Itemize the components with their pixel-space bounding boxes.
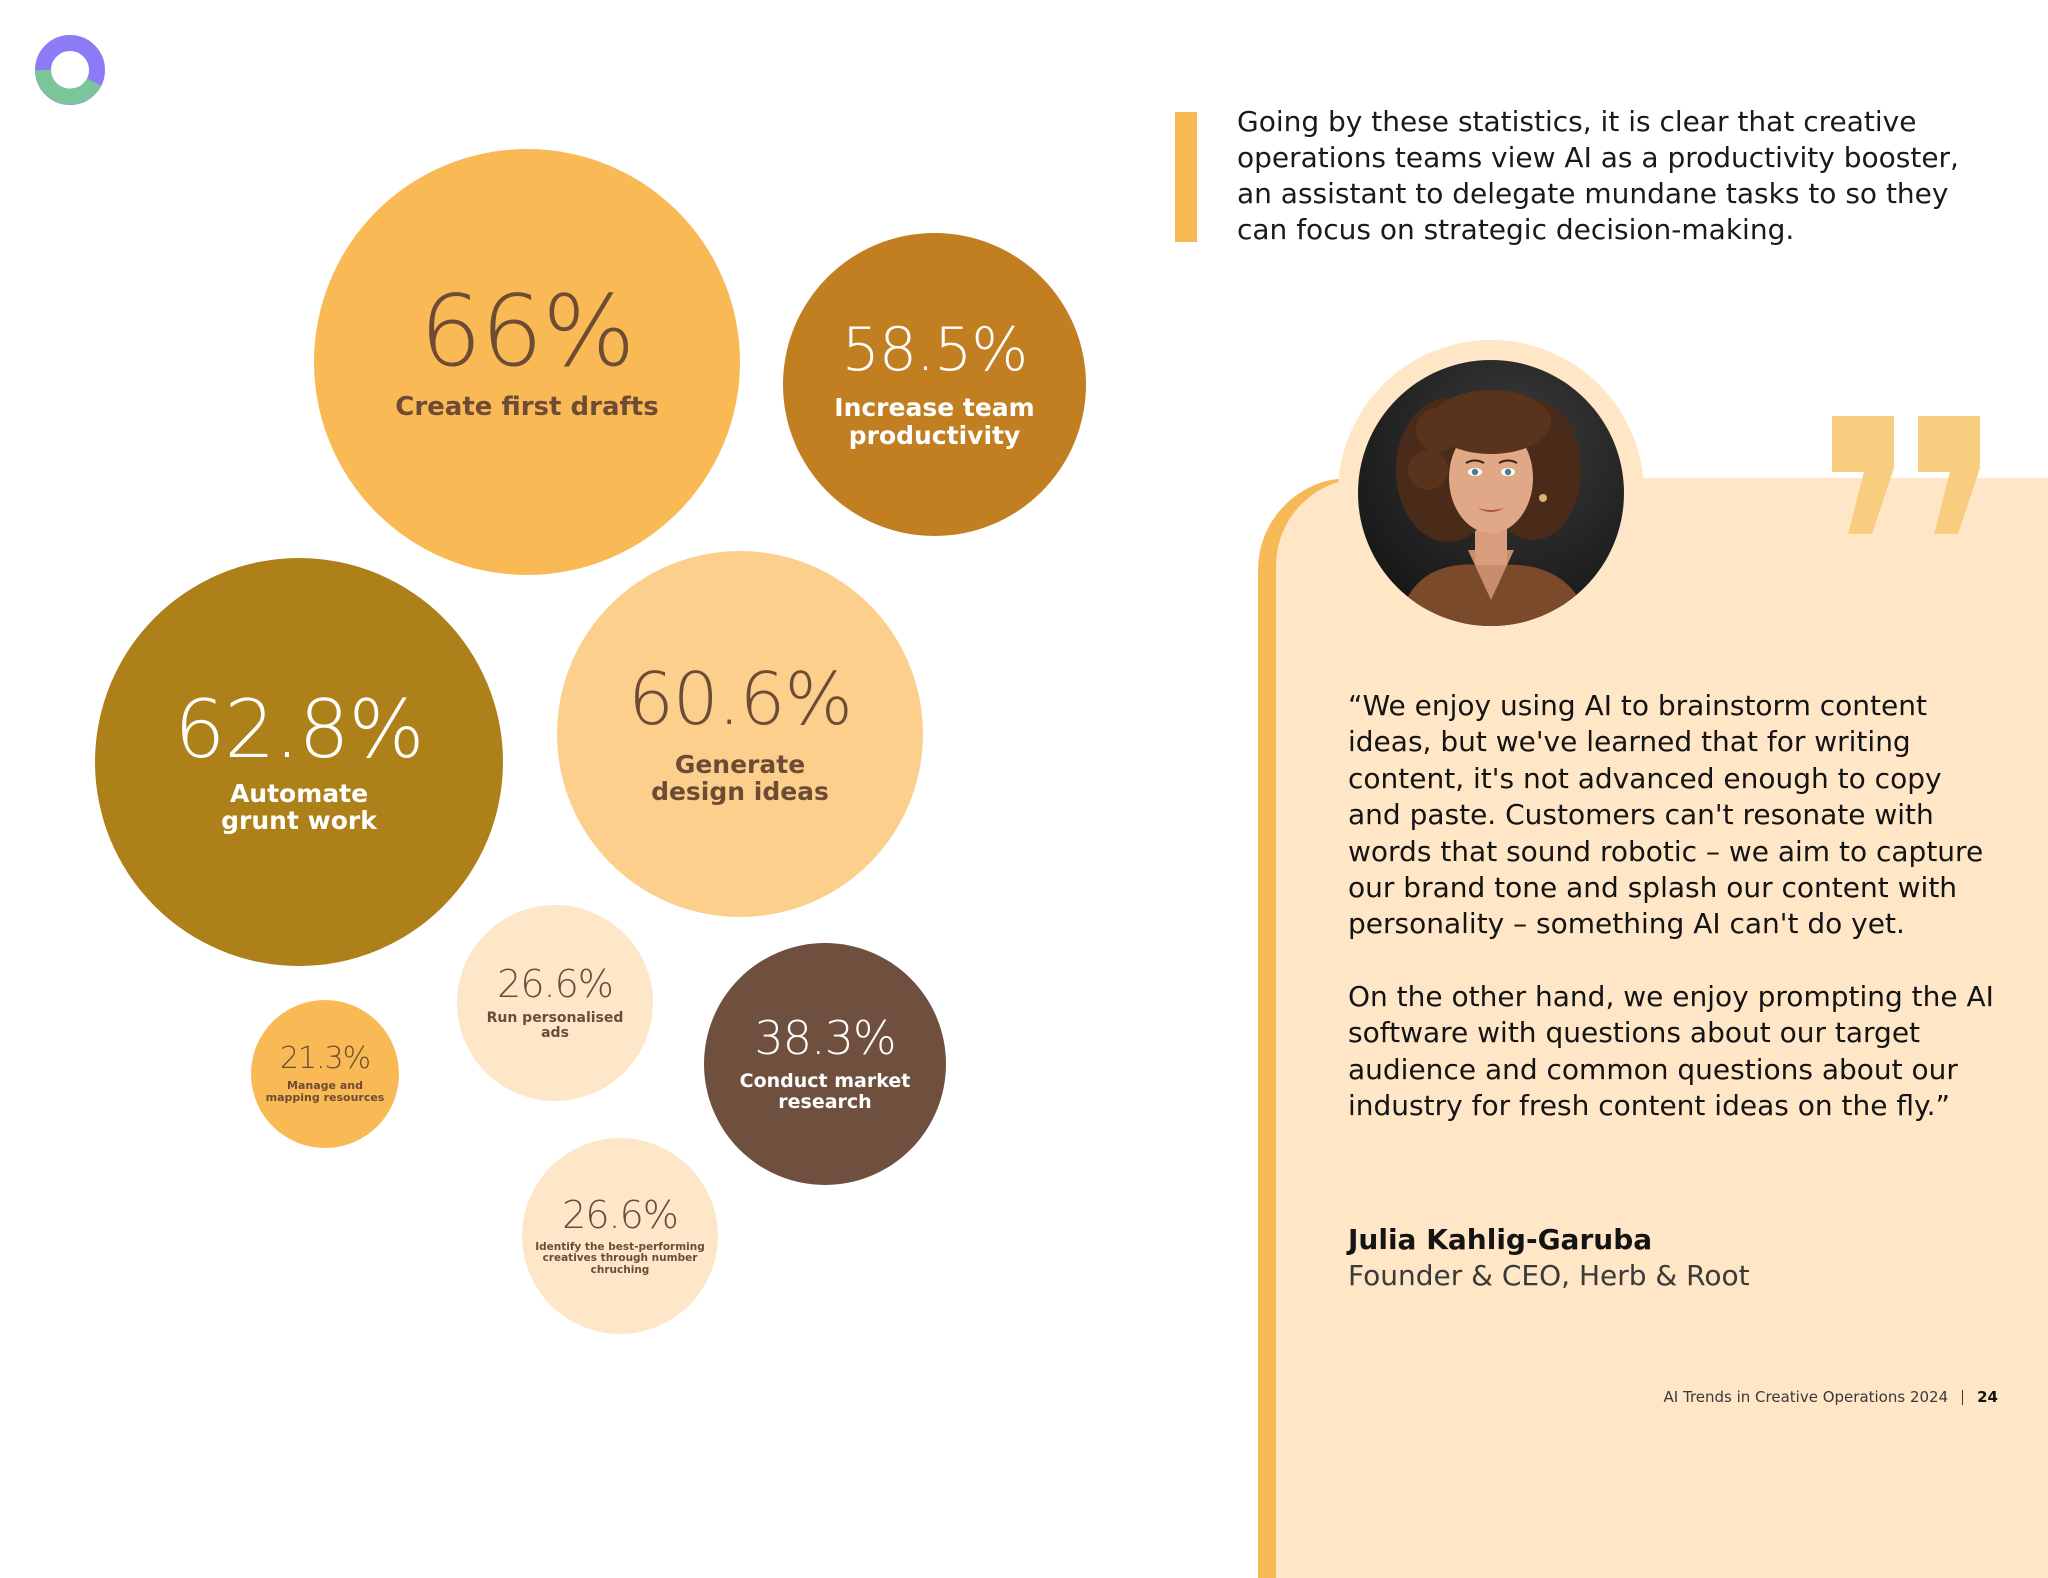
intro-paragraph: Going by these statistics, it is clear that creative operations teams view AI as a productivity booster, an assistant to delegate mundane tasks to so they can focus on strategic decision-making. bbox=[1237, 105, 1959, 246]
testimonial-author bbox=[1348, 1222, 1750, 1294]
stat-bubble-create-first-drafts bbox=[314, 149, 740, 575]
stat-label: Increase team productivity bbox=[834, 393, 1035, 450]
footer-divider bbox=[1962, 1390, 1963, 1405]
stat-label: Generate design ideas bbox=[651, 749, 829, 806]
footer-title: AI Trends in Creative Operations 2024 bbox=[1663, 1388, 1949, 1406]
avatar bbox=[1358, 360, 1624, 626]
stat-bubble-generate-design-ideas bbox=[557, 551, 923, 917]
stat-bubble-conduct-market-research bbox=[704, 943, 946, 1185]
quote-paragraph: “We enjoy using AI to brainstorm content ideas, but we've learned that for writing content, it's not advanced enough to copy and paste. Customers can't resonate with words that sound robotic – we aim to capture our brand tone and splash our content with personality – something AI can't do yet. bbox=[1348, 689, 1984, 941]
stat-label: Identify the best-performing creatives through number chruching bbox=[535, 1240, 705, 1276]
stat-value: 62.8% bbox=[174, 682, 424, 776]
stat-label: Automate grunt work bbox=[221, 778, 377, 835]
stat-value: 60.6% bbox=[628, 656, 852, 741]
testimonial-quote bbox=[1348, 688, 1998, 1160]
stat-value: 26.6% bbox=[497, 961, 613, 1006]
stat-label: Conduct market research bbox=[739, 1070, 911, 1113]
stat-value: 21.3% bbox=[279, 1040, 371, 1076]
intro-accent-bar bbox=[1175, 112, 1197, 242]
stat-bubble-run-personalised-ads bbox=[457, 905, 653, 1101]
stat-bubble-automate-grunt-work bbox=[95, 558, 503, 966]
stat-bubble-increase-team-productivity bbox=[783, 233, 1086, 536]
page-footer bbox=[1664, 1388, 1998, 1406]
author-name: Julia Kahlig-Garuba bbox=[1348, 1223, 1653, 1256]
stat-value: 38.3% bbox=[754, 1011, 896, 1066]
stat-bubble-identify-best-performing-creatives bbox=[522, 1138, 718, 1334]
stat-value: 26.6% bbox=[562, 1192, 678, 1237]
quote-paragraph: On the other hand, we enjoy prompting the AI software with questions about our target audience and common questions about our industry for fresh content ideas on the fly.” bbox=[1348, 979, 1994, 1123]
page-number: 24 bbox=[1977, 1388, 1998, 1406]
stat-value: 66% bbox=[419, 274, 635, 389]
author-role: Founder & CEO, Herb & Root bbox=[1348, 1259, 1750, 1292]
stat-value: 58.5% bbox=[841, 315, 1028, 385]
stat-bubble-manage-and-mapping-resources bbox=[251, 1000, 399, 1148]
ring-logo-icon bbox=[34, 34, 106, 106]
stat-label: Create first drafts bbox=[395, 391, 659, 422]
stat-label: Run personalised ads bbox=[486, 1009, 624, 1041]
quote-mark-icon bbox=[1828, 416, 1984, 538]
stat-label: Manage and mapping resources bbox=[265, 1078, 385, 1104]
